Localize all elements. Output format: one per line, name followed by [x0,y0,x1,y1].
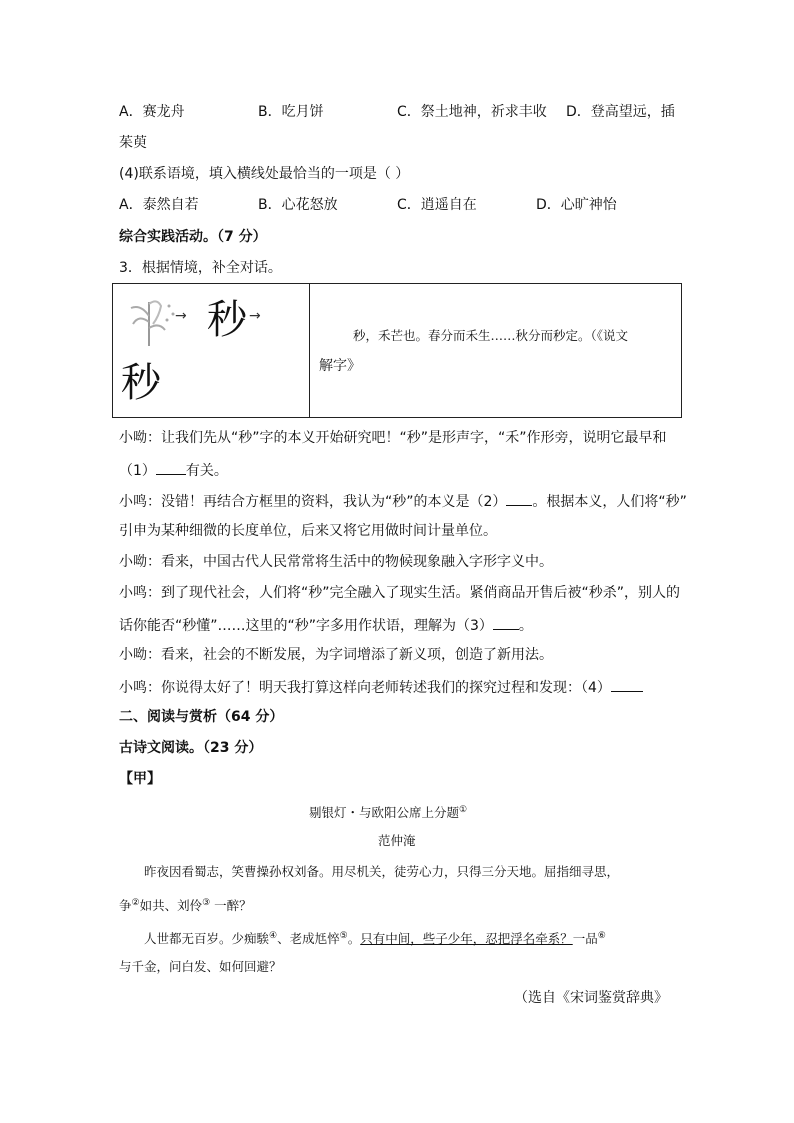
q4-option-c: C．逍遥自在 [397,197,477,213]
dialogue-line: 小呦：看来，社会的不断发展，为字词增添了新义项，创造了新用法。 [119,647,553,663]
option-b: B．吃月饼 [258,104,324,120]
underlined-sentence: 只有中间，些子少年，忍把浮名牵系？ [360,931,573,947]
poem-line: 昨夜因看蜀志，笑曹操孙权刘备。用尽机关，徒劳心力，只得三分天地。屈指细寻思， [144,864,620,879]
seal-script-char: 秒 [207,297,247,343]
source-citation: （选自《宋词鉴赏辞典》 [514,990,668,1006]
passage-jia-label: 【甲】 [119,771,161,787]
q4-option-b: B．心花怒放 [258,197,338,213]
poem-line: 争②如共、刘伶③ 一醉？ [119,898,252,914]
option-a: A．赛龙舟 [119,104,185,120]
section-poetry-heading: 古诗文阅读。（23 分） [119,740,263,756]
shuowen-quote-line1: 秒，禾芒也。春分而禾生……秋分而秒定。（《说文 [353,328,629,343]
poem-line: 与千金，问白发、如何回避？ [119,959,282,974]
evolution-arrow-1: → [175,308,187,324]
option-d-continued: 茱萸 [119,135,147,151]
blank-4[interactable] [611,676,643,692]
q4-option-a: A．泰然自若 [119,197,199,213]
q4-prompt: (4)联系语境，填入横线处最恰当的一项是（ ） [119,166,410,182]
blank-1[interactable] [156,459,186,475]
modern-char: 秒 [121,360,161,406]
evolution-arrow-2: → [249,308,261,324]
poem-line: 人世都无百岁。少痴騃④、老成尪悴⑤。只有中间，些子少年，忍把浮名牵系？一品⑥ [144,931,606,947]
dialogue-line: （1） 有关。 [119,459,228,481]
section-reading-heading: 二、阅读与赏析（64 分） [119,709,284,725]
option-c: C．祭土地神，祈求丰收 [397,104,547,120]
box-divider [309,284,310,417]
q3-prompt: 3．根据情境，补全对话。 [119,260,282,276]
info-box [112,283,682,418]
dialogue-line: 小鸣：你说得太好了！明天我打算这样向老师转述我们的探究过程和发现：（4） [119,676,643,698]
dialogue-line: 话你能否“秒懂”……这里的“秒”字多用作状语，理解为（3） 。 [119,614,533,636]
option-d: D．登高望远，插 [566,104,675,120]
shuowen-quote-line2: 解字》 [319,358,361,374]
footnote-marker: ① [459,805,468,815]
dialogue-line: 小呦：看来，中国古代人民常常将生活中的物候现象融入字形字义中。 [119,554,553,570]
dialogue-line: 小鸣：没错！再结合方框里的资料，我认为“秒”的本义是（2） 。根据本义，人们将“秒” [119,490,687,512]
section-practice-heading: 综合实践活动。（7 分） [119,229,267,245]
poem-author: 范仲淹 [378,833,416,848]
blank-2[interactable] [506,490,532,506]
q4-option-d: D．心旷神怡 [536,197,617,213]
poem-title: 剔银灯・与欧阳公席上分题① [309,805,468,821]
rice-plant-icon [121,294,181,350]
dialogue-line: 小呦：让我们先从“秒”字的本义开始研究吧！“秒”是形声字，“禾”作形旁，说明它最早和 [119,430,667,446]
dialogue-line: 小鸣：到了现代社会，人们将“秒”完全融入了现实生活。紧俏商品开售后被“秒杀”，别人的 [119,585,681,601]
blank-3[interactable] [493,614,519,630]
dialogue-line: 引申为某种细微的长度单位，后来又将它用做时间计量单位。 [119,523,497,539]
